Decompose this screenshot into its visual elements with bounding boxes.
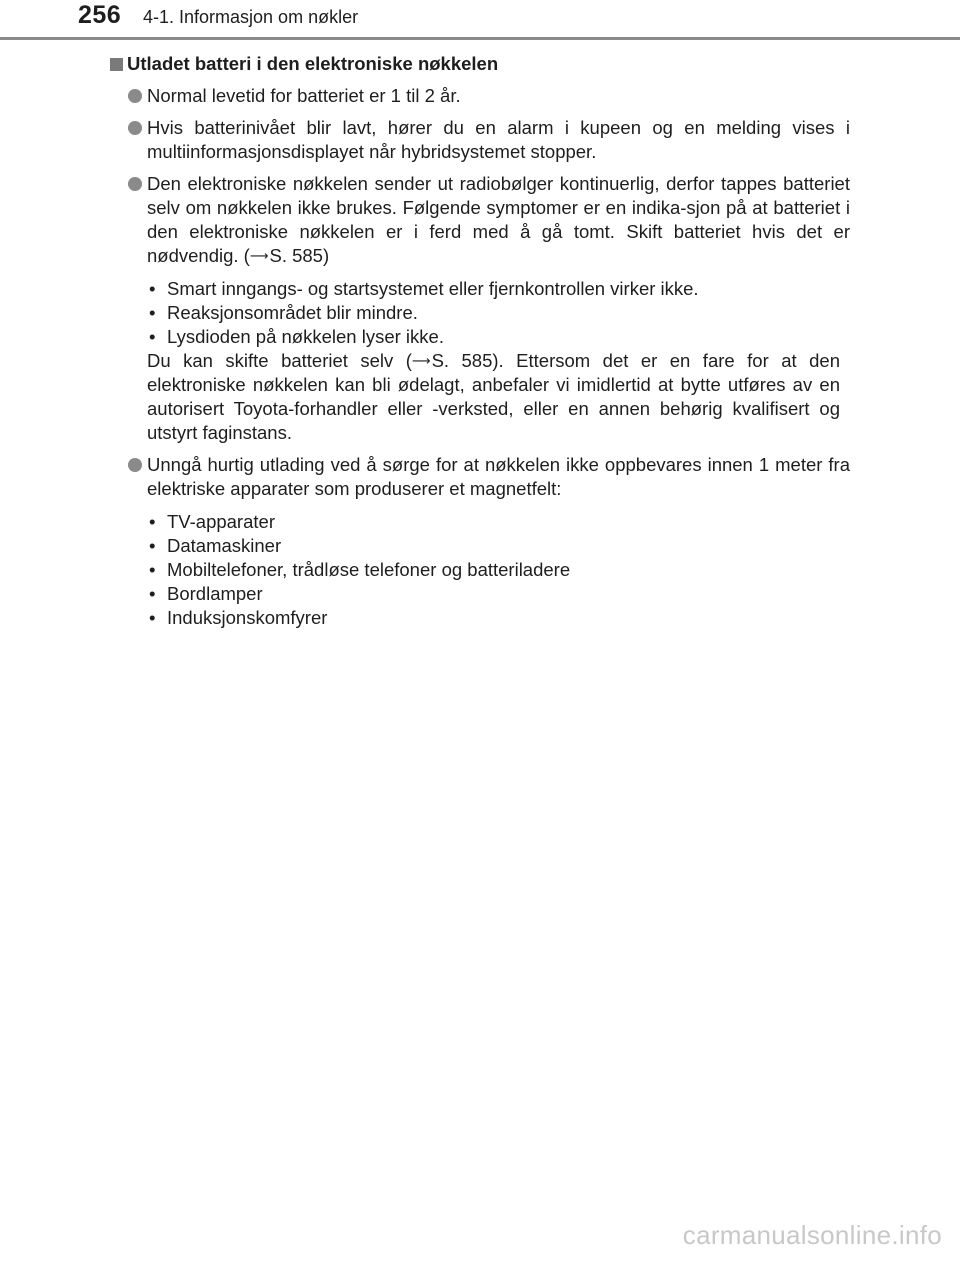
list-item-text: Smart inngangs- og startsystemet eller fjernkontrollen virker ikke. — [167, 278, 699, 299]
section-heading — [110, 52, 850, 76]
dot-icon: • — [149, 583, 156, 604]
page-reference[interactable] — [250, 245, 329, 266]
bullet-text: Den elektroniske nøkkelen sender ut radiobølger kontinuerlig, derfor tappes batteriet selv om nøkkelen ikke brukes. Følgende symptomer er en indika-sjon på at batteriet i den elektroniske nøkkelen er i ferd med å gå tomt. Skift batteriet hvis det er nødvendig. ( — [147, 173, 850, 266]
appliance-list — [147, 510, 850, 630]
section-heading-text: Utladet batteri i den elektroniske nøkkelen — [127, 53, 499, 74]
list-item-text: Reaksjonsområdet blir mindre. — [167, 302, 418, 323]
dot-icon: • — [149, 535, 156, 556]
replacement-note — [147, 349, 850, 445]
bullet-text: Unngå hurtig utlading ved å sørge for at nøkkelen ikke oppbevares innen 1 meter fra elektriske apparater som produserer et magnetfelt: — [147, 454, 850, 499]
list-item-text: Induksjonskomfyrer — [167, 607, 328, 628]
dot-icon: • — [149, 607, 156, 628]
dot-icon: • — [149, 302, 156, 323]
list-item-text: Bordlamper — [167, 583, 263, 604]
list-item-text: Lysdioden på nøkkelen lyser ikke. — [167, 326, 444, 347]
list-item — [147, 606, 850, 630]
list-item — [147, 301, 850, 325]
note-text: ). Ettersom det er en fare for at den elektroniske nøkkelen kan bli ødelagt, anbefaler vi imidlertid at bytte utføres av en autorisert Toyota-forhandler eller -verksted, eller en annen behørig kvalifisert og utstyrt faginstans. — [147, 350, 840, 443]
list-item — [147, 277, 850, 301]
list-item — [147, 510, 850, 534]
circle-icon — [128, 89, 142, 103]
bullet-item — [110, 116, 850, 164]
chapter-title: 4-1. Informasjon om nøkler — [143, 7, 359, 27]
dot-icon: • — [149, 559, 156, 580]
page-reference-text: S. 585 — [431, 350, 493, 371]
symptom-list — [147, 277, 850, 349]
list-item — [147, 582, 850, 606]
circle-icon — [128, 458, 142, 472]
bullet-item — [110, 172, 850, 445]
header-rule — [0, 37, 960, 40]
bullet-text: Hvis batterinivået blir lavt, hører du en alarm i kupeen og en melding vises i multiinformasjonsdisplayet når hybridsystemet stopper. — [147, 117, 850, 162]
bullet-item — [110, 84, 850, 108]
list-item-text: TV-apparater — [167, 511, 275, 532]
list-item — [147, 558, 850, 582]
arrow-icon: ⟶ — [411, 353, 431, 368]
circle-icon — [128, 121, 142, 135]
dot-icon: • — [149, 511, 156, 532]
dot-icon: • — [149, 278, 156, 299]
list-item — [147, 325, 850, 349]
list-item-text: Datamaskiner — [167, 535, 282, 556]
list-item-text: Mobiltelefoner, trådløse telefoner og batteriladere — [167, 559, 571, 580]
arrow-icon: ⟶ — [249, 248, 269, 263]
bullet-item — [110, 453, 850, 630]
page-header — [0, 0, 960, 40]
circle-icon — [128, 177, 142, 191]
note-text: Du kan skifte batteriet selv ( — [147, 350, 412, 371]
bullet-text: Normal levetid for batteriet er 1 til 2 år. — [147, 85, 461, 106]
dot-icon: • — [149, 326, 156, 347]
page-reference-text: S. 585) — [269, 245, 330, 266]
page-reference[interactable] — [412, 350, 492, 371]
square-icon — [110, 58, 123, 71]
battery-section — [110, 52, 850, 630]
page-number: 256 — [78, 1, 122, 29]
watermark: carmanualsonline.info — [682, 1220, 942, 1250]
list-item — [147, 534, 850, 558]
